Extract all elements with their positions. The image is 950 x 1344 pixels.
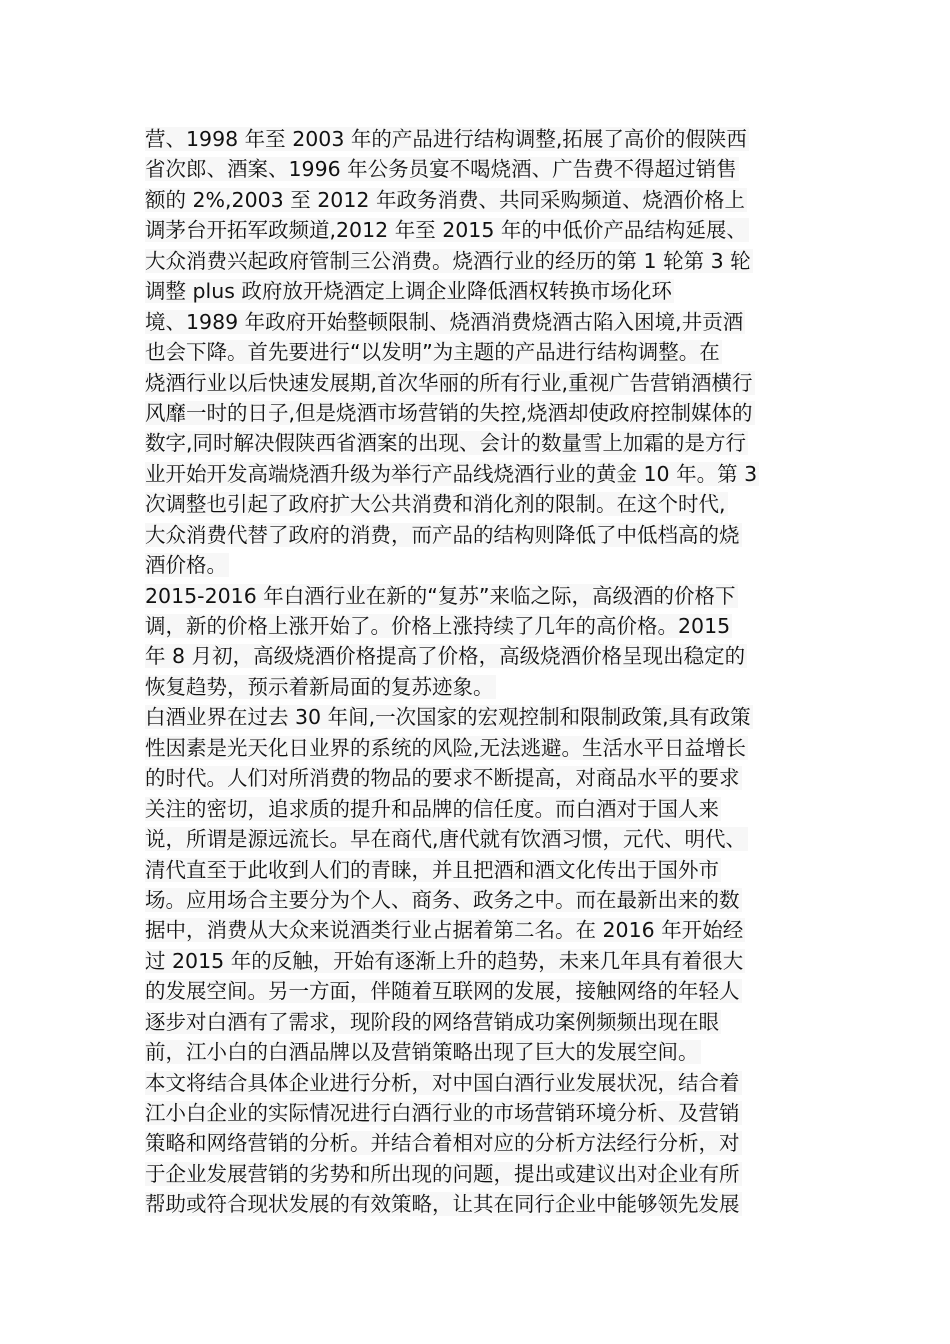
text-line: 营、1998 年至 2003 年的产品进行结构调整,拓展了高价的假陕西 bbox=[145, 127, 747, 151]
text-line: 酒价格。 bbox=[145, 553, 227, 578]
text-line: 境、1989 年政府开始整顿限制、烧酒消费烧酒古陷入困境,井贡酒 bbox=[145, 309, 744, 334]
text-line: 次调整也引起了政府扩大公共消费和消化剂的限制。在这个时代, bbox=[145, 492, 726, 517]
text-line: 本文将结合具体企业进行分析，对中国白酒行业发展状况，结合着 bbox=[145, 1070, 740, 1095]
text-line: 场。应用场合主要分为个人、商务、政务之中。而在最新出来的数 bbox=[145, 887, 740, 912]
text-line: 过 2015 年的反触，开始有逐渐上升的趋势，未来几年具有着很大 bbox=[145, 948, 744, 973]
text-line: 逐步对白酒有了需求，现阶段的网络营销成功案例频频出现在眼 bbox=[145, 1009, 719, 1034]
text-line: 调茅台开拓军政频道,2012 年至 2015 年的中低价产品结构延展、 bbox=[145, 218, 747, 243]
document-body bbox=[145, 124, 809, 1220]
text-line: 的时代。人们对所消费的物品的要求不断提高，对商品水平的要求 bbox=[145, 766, 740, 791]
text-line: 风靡一时的日子,但是烧酒市场营销的失控,烧酒却使政府控制媒体的 bbox=[145, 400, 753, 425]
text-line: 额的 2%,2003 至 2012 年政务消费、共同采购频道、烧酒价格上 bbox=[145, 187, 745, 212]
paragraph-paper-objective bbox=[145, 1068, 809, 1220]
text-line: 恢复趋势，预示着新局面的复苏迹象。 bbox=[145, 674, 494, 699]
text-line: 大众消费代替了政府的消费，而产品的结构则降低了中低档高的烧 bbox=[145, 522, 740, 547]
text-line: 白酒业界在过去 30 年间,一次国家的宏观控制和限制政策,具有政策 bbox=[145, 705, 751, 730]
text-line: 于企业发展营销的劣势和所出现的问题，提出或建议出对企业有所 bbox=[145, 1161, 740, 1186]
paragraph-recovery-2015-2016 bbox=[145, 581, 809, 703]
text-line: 关注的密切，追求质的提升和品牌的信任度。而白酒对于国人来 bbox=[145, 796, 719, 821]
text-line: 的发展空间。另一方面，伴随着互联网的发展，接触网络的年轻人 bbox=[145, 979, 740, 1004]
text-line: 业开始开发高端烧酒升级为举行产品线烧酒行业的黄金 10 年。第 3 bbox=[145, 461, 758, 486]
text-line: 数字,同时解决假陕西省酒案的出现、会计的数量雪上加霜的是方行 bbox=[145, 431, 747, 456]
text-line: 策略和网络营销的分析。并结合着相对应的分析方法经行分析，对 bbox=[145, 1131, 740, 1156]
text-line: 也会下降。首先要进行“以发明”为主题的产品进行结构调整。在 bbox=[145, 340, 720, 365]
text-line: 帮助或符合现状发展的有效策略，让其在同行企业中能够领先发展 bbox=[145, 1192, 740, 1217]
text-line: 清代直至于此收到人们的青睐，并且把酒和酒文化传出于国外市 bbox=[145, 857, 719, 882]
text-line: 性因素是光天化日业界的系统的风险,无法逃避。生活水平日益增长 bbox=[145, 735, 747, 760]
text-line: 省次郎、酒案、1996 年公务员宴不喝烧酒、广告费不得超过销售 bbox=[145, 157, 737, 182]
text-line: 前，江小白的白酒品牌以及营销策略出现了巨大的发展空间。 bbox=[145, 1040, 699, 1065]
text-line: 烧酒行业以后快速发展期,首次华丽的所有行业,重视广告营销酒横行 bbox=[145, 370, 753, 395]
text-line: 大众消费兴起政府管制三公消费。烧酒行业的经历的第 1 轮第 3 轮 bbox=[145, 248, 751, 273]
text-line: 据中，消费从大众来说酒类行业占据着第二名。在 2016 年开始经 bbox=[145, 918, 744, 943]
text-line: 年 8 月初，高级烧酒价格提高了价格，高级烧酒价格呈现出稳定的 bbox=[145, 644, 746, 669]
text-line: 调整 plus 政府放开烧酒定上调企业降低酒权转换市场化环 bbox=[145, 279, 672, 304]
paragraph-market-background bbox=[145, 702, 809, 1067]
text-line: 江小白企业的实际情况进行白酒行业的市场营销环境分析、及营销 bbox=[145, 1101, 740, 1125]
text-line: 说，所谓是源远流长。早在商代,唐代就有饮酒习惯，元代、明代、 bbox=[145, 827, 747, 852]
paragraph-industry-history bbox=[145, 124, 809, 581]
text-line: 2015-2016 年白酒行业在新的“复苏”来临之际，高级酒的价格下 bbox=[145, 583, 736, 608]
text-line: 调，新的价格上涨开始了。价格上涨持续了几年的高价格。2015 bbox=[145, 614, 731, 638]
